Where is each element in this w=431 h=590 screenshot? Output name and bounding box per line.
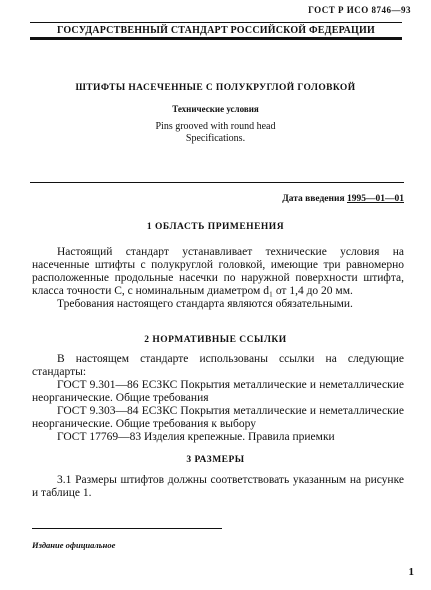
section-heading-scope: 1 ОБЛАСТЬ ПРИМЕНЕНИЯ (146, 222, 285, 232)
standard-title: ГОСУДАРСТВЕННЫЙ СТАНДАРТ РОССИЙСКОЙ ФЕДЕРАЦИИ (30, 22, 402, 40)
footer-divider (32, 528, 222, 529)
document-subtitle: Технические условия (172, 104, 259, 114)
document-code: ГОСТ Р ИСО 8746—93 (308, 5, 411, 15)
divider-line (30, 182, 404, 183)
english-title-line-2: Specifications. (185, 133, 246, 144)
section-heading-references: 2 НОРМАТИВНЫЕ ССЫЛКИ (144, 335, 287, 345)
title-block (0, 83, 431, 145)
reference-item: ГОСТ 17769—83 Изделия крепежные. Правила приемки (57, 431, 335, 443)
english-title-line-1: Pins grooved with round head (155, 121, 276, 132)
edition-note: Издание официальное (32, 540, 116, 550)
section-heading-dimensions: 3 РАЗМЕРЫ (186, 455, 245, 465)
paragraph: Требования настоящего стандарта являются обязательными. (57, 298, 353, 310)
effective-date (282, 194, 404, 204)
effective-date-value: 1995—01—01 (347, 194, 404, 204)
paragraph: В настоящем стандарте использованы ссылки на следующие стандарты: (32, 353, 404, 378)
paragraph: 3.1 Размеры штифтов должны соответствовать указанным на рисунке и таблице 1. (32, 474, 404, 499)
reference-item: ГОСТ 9.303—84 ЕСЗКС Покрытия металлические и неметаллические неорганические. Общие требования к выбору (32, 405, 404, 430)
page-number: 1 (408, 566, 414, 578)
section-dimensions-body (32, 474, 404, 500)
reference-item: ГОСТ 9.301—86 ЕСЗКС Покрытия металлические и неметаллические неорганические. Общие требования (32, 379, 404, 404)
document-title: ШТИФТЫ НАСЕЧЕННЫЕ С ПОЛУКРУГЛОЙ ГОЛОВКОЙ (75, 83, 356, 93)
english-title (0, 121, 431, 145)
section-scope-body (32, 246, 404, 311)
effective-date-label: Дата введения (282, 194, 345, 204)
section-references-body (32, 353, 404, 444)
paragraph: Настоящий стандарт устанавливает технические условия на насеченные штифты с полукруглой головкой, имеющие три равномерно расположенные продольные насечки по наружной поверхности штифта, класса точности С, с номинальным диаметром d₁ от 1,4 до 20 мм. (32, 246, 404, 297)
